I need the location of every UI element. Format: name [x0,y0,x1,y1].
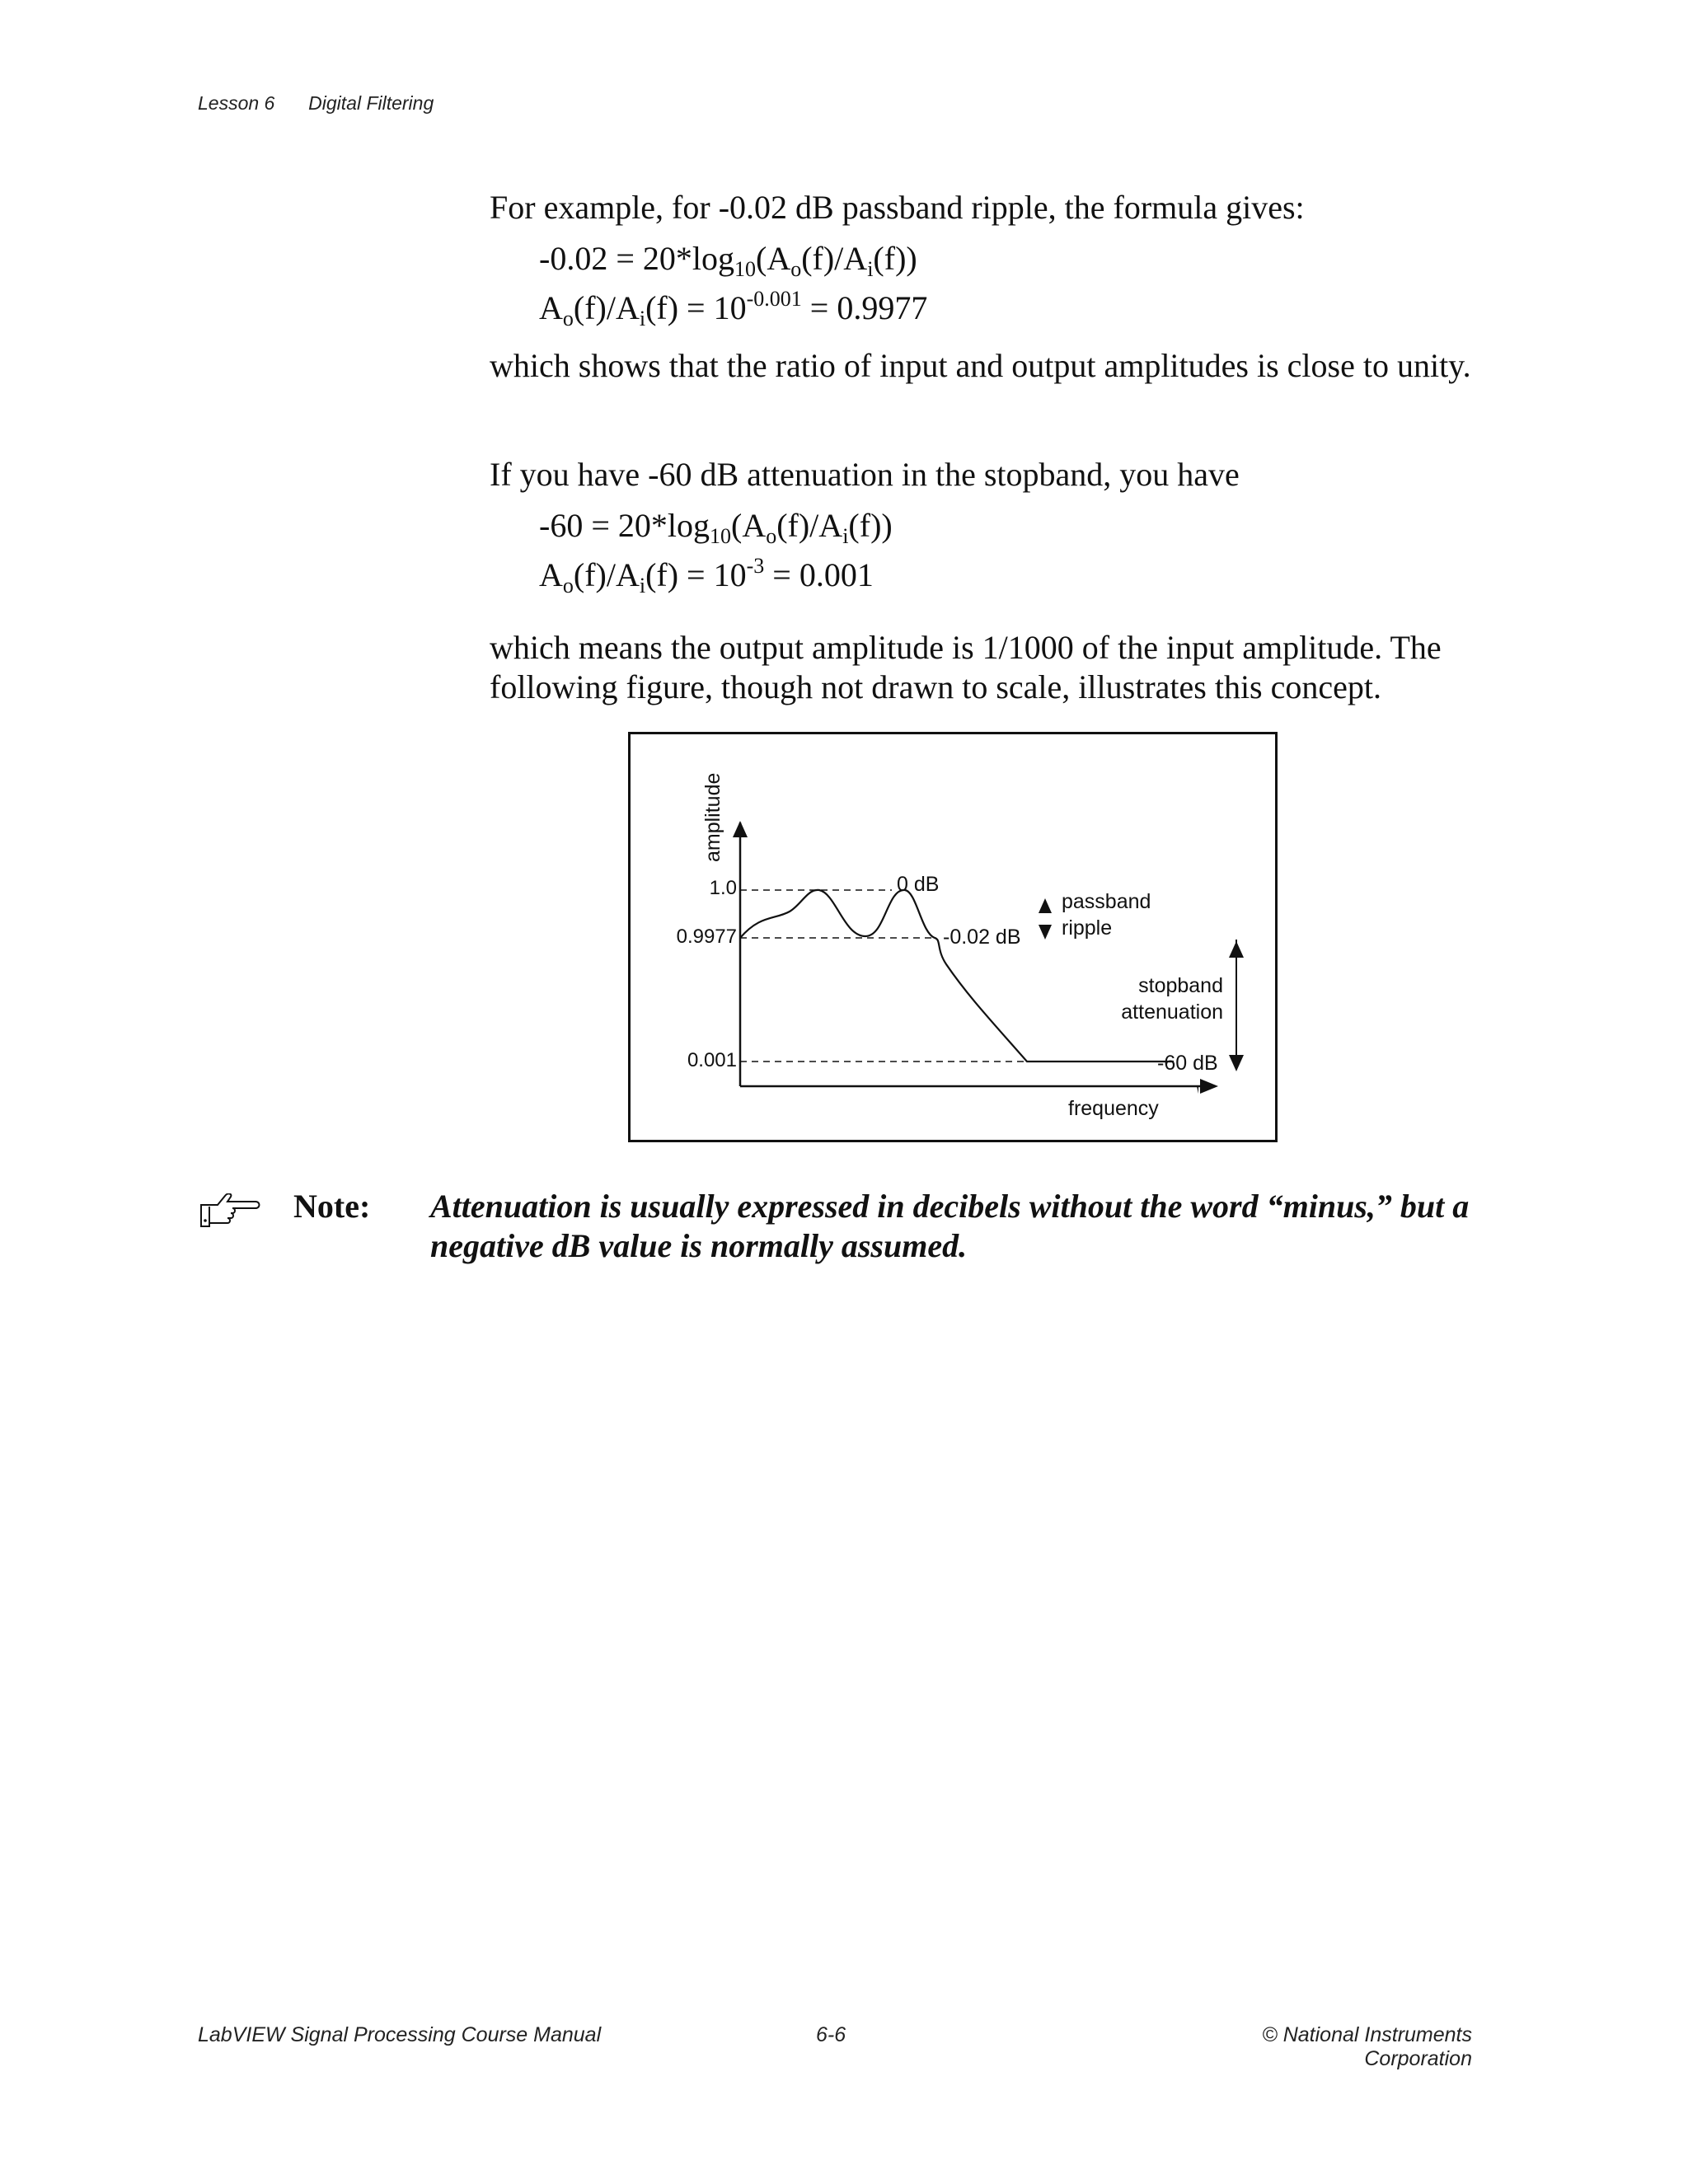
footer-page-number: 6-6 [816,2023,846,2046]
label-ripple: ripple [1062,916,1113,940]
equation-1: $-0.02 = 20*\log_{10}(A_o(f)/A_i(f))$ [539,240,917,281]
label-0db: 0 dB [897,873,940,896]
intro-paragraph: For example, for -0.02 dB passband ripple, the formula gives: [490,189,1305,226]
header-chapter: Digital Filtering [308,92,434,114]
paragraph-figure-intro: which means the output amplitude is 1/1000 of the input amplitude. The following figure, though not drawn to scale, illustrates this concept. [490,629,1442,705]
label-002db: -0.02 dB [943,926,1021,949]
label-passband: passband [1062,890,1151,913]
label-stopband: stopband [1138,974,1223,997]
pointing-hand-icon [198,1193,264,1230]
equation-2: $A_o(f)/A_i(f) = 10^{-0.001} = 0.9977$ [539,287,928,330]
paragraph-unity: which shows that the ratio of input and output amplitudes is close to unity. [490,347,1471,384]
equation-3: $-60 = 20*\log_{10}(A_o(f)/A_i(f))$ [539,507,893,548]
note-text: Attenuation is usually expressed in decibels without the word “minus,” but a negative dB value is normally assumed. [430,1188,1470,1264]
filter-response-figure [628,732,1278,1142]
equation-4: $A_o(f)/A_i(f) = 10^{-3} = 0.001$ [539,554,874,598]
y-axis-label: amplitude [701,772,724,862]
running-header [198,92,434,115]
tick-09977: 0.9977 [676,926,737,948]
tick-0001: 0.001 [687,1049,737,1071]
footer-manual-title: LabVIEW Signal Processing Course Manual [198,2023,602,2046]
tick-1: 1.0 [709,877,737,899]
header-lesson: Lesson 6 [198,92,275,114]
x-axis-label: frequency [1068,1097,1159,1120]
paragraph-stopband: If you have -60 dB attenuation in the stopband, you have [490,456,1240,493]
note-label: Note: [293,1188,371,1225]
label-60db: -60 dB [1157,1052,1218,1075]
label-attenuation: attenuation [1121,1001,1223,1024]
footer-copyright: © National Instruments Corporation [1262,2023,1472,2070]
